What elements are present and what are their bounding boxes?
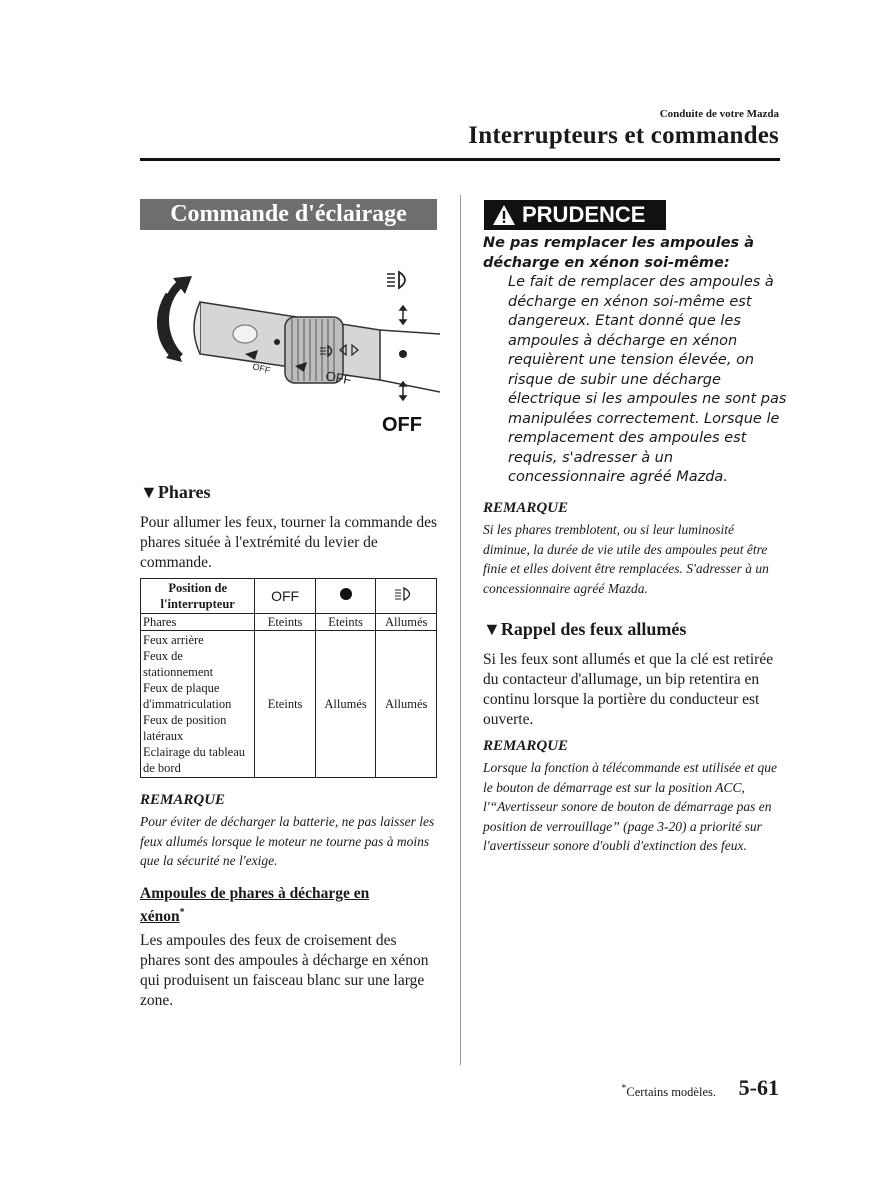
reminder-heading: ▼Rappel des feux allumés (483, 619, 687, 639)
ring-off-label: OFF (324, 368, 353, 388)
lighting-switch-figure (140, 262, 440, 442)
updown-arrow-icon (400, 306, 406, 324)
table-row: Phares Eteints Eteints Allumés (141, 614, 437, 631)
caution-text: Le fait de remplacer des ampoules à décharge en xénon soi-même est dangereux. Etant donné que les ampoules à décharge en xénon requièrent une tension élevée, on risque de subir une décharge électrique si les ampoules ne sont pas manipulées correctement. Lorsque le remplacement des ampoules est requis, s'adresser à un concessionnaire agréé Mazda. (508, 274, 787, 485)
remark-text: Lorsque la fonction à télécommande est utilisée et que le bouton de démarrage est sur la position ACC, l'“Avertisseur sonore de bouton de démarrage pas en position de verrouillage” (page 3-20) a priorité sur l'avertisseur sonore d'oubli d'extinction des feux. (483, 760, 777, 853)
parking-dot-icon (399, 350, 407, 358)
warning-icon (492, 204, 516, 226)
reminder-text: Si les feux sont allumés et que la clé est retirée du contacteur d'allumage, un bip retentira en continu lorsque la portière du conducteur est ouverte. (483, 651, 774, 728)
footnote: *Certains modèles. (621, 1083, 716, 1100)
xenon-text: Les ampoules des feux de croisement des phares sont des ampoules à décharge en xénon qui produisent un faisceau blanc sur une large zone. (140, 932, 429, 1009)
updown-arrow-icon (400, 382, 406, 400)
parking-dot-icon (340, 588, 352, 600)
table-header-off: OFF (255, 579, 315, 614)
caution-banner: PRUDENCE (484, 200, 666, 230)
switch-position-table (140, 578, 437, 778)
table-header-headlight (376, 579, 437, 614)
remark-title: REMARQUE (483, 500, 569, 516)
triangle-bullet-icon: ▼ (483, 619, 501, 639)
remark-text: Pour éviter de décharger la batterie, ne pas laisser les feux allumés lorsque le moteur ne tourne pas à moins que la sécurité ne l'exige. (140, 814, 435, 868)
section-title: Commande d'éclairage (140, 199, 437, 230)
table-header-position: Position de l'interrupteur (141, 579, 255, 614)
headlights-heading: ▼Phares (140, 482, 211, 502)
headlight-icon (395, 587, 417, 601)
xenon-heading: Ampoules de phares à décharge en xénon* (140, 885, 370, 926)
off-position-label: OFF (382, 414, 422, 436)
headlights-text: Pour allumer les feux, tourner la commande des phares située à l'extrémité du levier de commande. (140, 514, 437, 571)
table-header-parking (315, 579, 376, 614)
remark-title: REMARQUE (140, 792, 226, 808)
page-title: Interrupteurs et commandes (468, 122, 779, 149)
page-number: 5-61 (738, 1075, 779, 1100)
header-rule (140, 158, 780, 161)
rotate-arrow-icon (159, 276, 192, 362)
header-section: Conduite de votre Mazda (659, 108, 779, 120)
triangle-bullet-icon: ▼ (140, 482, 158, 502)
caution-title: Ne pas remplacer les ampoules à décharge en xénon soi-même: (483, 235, 755, 271)
remark-text: Si les phares tremblotent, ou si leur luminosité diminue, la durée de vie utile des ampoules peut être finie et elles doivent être remplacées. S'adresser à un concessionnaire agréé Mazda. (483, 522, 769, 596)
remark-title: REMARQUE (483, 738, 569, 754)
table-row: Feux arrière Feux de stationnement Feux de plaque d'immatriculation Feux de position latéraux Eclairage du tableau de bord Eteints Allumés Allumés (141, 631, 437, 778)
svg-text:OFF: OFF (251, 361, 272, 376)
column-divider (460, 195, 461, 1065)
headlight-icon (387, 272, 405, 288)
